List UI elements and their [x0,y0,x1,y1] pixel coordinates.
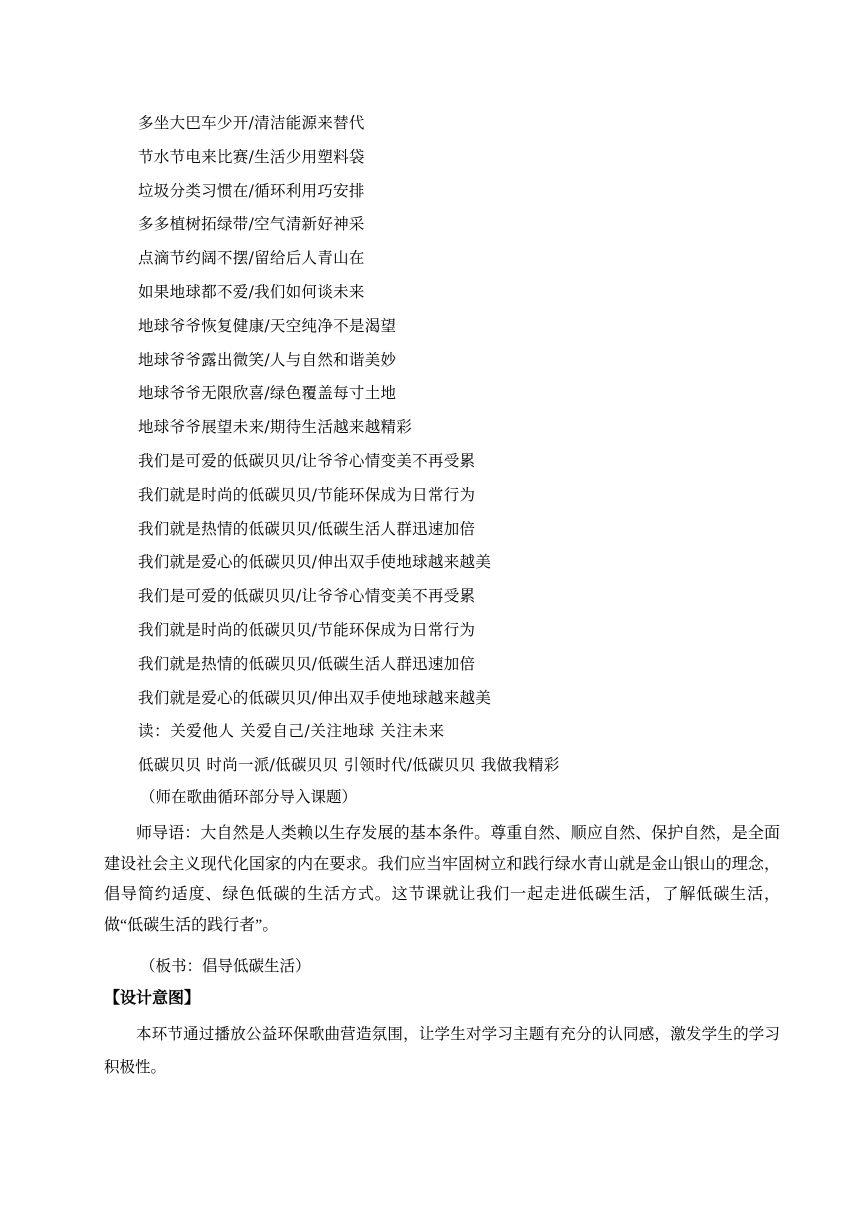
board-note: （板书：倡导低碳生活） [140,957,311,975]
lyric-line: 我们就是爱心的低碳贝贝/伸出双手使地球越来越美 [138,688,492,707]
lyric-line: 多多植树拓绿带/空气清新好神采 [138,215,365,234]
lyric-line: 地球爷爷无限欣喜/绿色覆盖每寸土地 [138,384,397,403]
lyric-line: 低碳贝贝 时尚一派/低碳贝贝 引领时代/低碳贝贝 我做我精彩 [138,756,560,775]
design-intent-body [104,1018,780,1084]
lyric-line: 如果地球都不爱/我们如何谈未来 [138,282,365,301]
lyric-line: 节水节电来比赛/生活少用塑料袋 [138,147,365,166]
lyric-line: 地球爷爷露出微笑/人与自然和谐美妙 [138,350,397,369]
lyric-line: 我们是可爱的低碳贝贝/让爷爷心情变美不再受累 [138,587,476,606]
reading-line: 读：关爱他人 关爱自己/关注地球 关注未来 [138,722,445,741]
lyric-line: 点滴节约阔不摆/留给后人青山在 [138,249,365,268]
lyric-line: 我们就是时尚的低碳贝贝/节能环保成为日常行为 [138,485,476,504]
lyric-line: 垃圾分类习惯在/循环利用巧安排 [138,181,365,200]
design-intent-text: 本环节通过播放公益环保歌曲营造氛围，让学生对学习主题有充分的认同感，激发学生的学习积极性。 [104,1025,780,1076]
lyric-line: 多坐大巴车少开/清洁能源来替代 [138,114,365,132]
lyric-line: 我们就是热情的低碳贝贝/低碳生活人群迅速加倍 [138,654,476,673]
lyric-line: 我们是可爱的低碳贝贝/让爷爷心情变美不再受累 [138,451,476,470]
lyric-line: 我们就是热情的低碳贝贝/低碳生活人群迅速加倍 [138,519,476,538]
lyric-line: 我们就是时尚的低碳贝贝/节能环保成为日常行为 [138,620,476,639]
lyric-line: 地球爷爷展望未来/期待生活越来越精彩 [138,418,413,437]
teacher-intro-text: 师导语：大自然是人类赖以生存发展的基本条件。尊重自然、顺应自然、保护自然，是全面建设社会主义现代化国家的内在要求。我们应当牢固树立和践行绿水青山就是金山银山的理念，倡导简约适度、绿色低碳的生活方式。这节课就让我们一起走进低碳生活，了解低碳生活，做“低碳生活的践行者”。 [104,825,780,934]
design-intent-heading: 【设计意图】 [104,988,201,1007]
teacher-intro [104,819,780,941]
lyric-line: 我们就是爱心的低碳贝贝/伸出双手使地球越来越美 [138,553,492,572]
song-lyrics [138,107,798,783]
stage-direction: （师在歌曲循环部分导入课题） [140,788,358,806]
lyric-line: 地球爷爷恢复健康/天空纯净不是渴望 [138,316,397,335]
